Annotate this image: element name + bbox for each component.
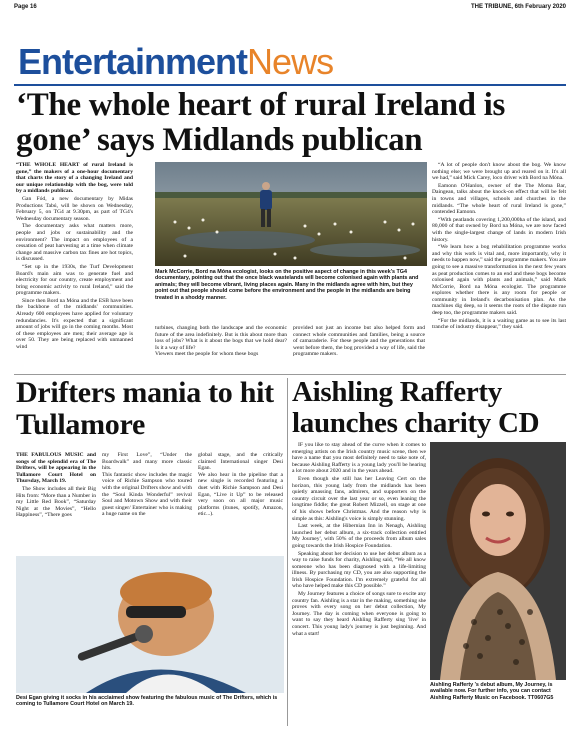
story2-lead: THE FABULOUS MUSIC and songs of the splendid era of The Drifters, will be appearing in the Tullamore Court Hotel on Thursday, March 19. bbox=[16, 452, 96, 485]
story1-column-2: turbines, changing both the landscape and the economic future of the area indefinitely. But is this about more than loss of jobs? What is it about the bogs that we hold dear? Is it a way of life? Viewers meet the people for whom these bogs bbox=[155, 325, 287, 358]
story1-column-1 bbox=[16, 162, 133, 352]
story3-paragraph: Speaking about her decision to use her debut album as a way to raise funds for charity, Aishling said, “We all know someone who has been diagnosed with a life-limiting illness. By purchasing my CD, you are also supporting the Irish Hospice Foundation. I'm extremely grateful for all who have helped make this CD possible.” bbox=[292, 550, 426, 590]
story1-paragraph: Gan Fód, a new documentary by Midas Productions Tabú, will be shown on Wednesday, February 5, on TG4 at 9.30pm, as part of TG4's Wednesday documentary season. bbox=[16, 195, 133, 222]
newspaper-dateline: THE TRIBUNE, 6th February 2020 bbox=[470, 4, 566, 10]
story3-headline: Aishling Rafferty launches charity CD bbox=[292, 376, 540, 439]
story3-column bbox=[292, 442, 426, 638]
story3-photo-caption: Aishling Rafferty 's debut album, My Journey, is available now. For further info, you can contact Aishling Rafferty Music on Facebook. TT0607G5 bbox=[430, 682, 554, 701]
story1-photo-caption: Mark McCorrie, Bord na Móna ecologist, looks on the positive aspect of change in this week's TG4 documentary, pointing out that the once black wastelands will become colonised again with plants and animals; they will become vibrant, living places again. Many in the midlands agree with him, but they point out that people should come before the environment and the people in the midlands are being treated in a shoddy manner. bbox=[155, 269, 419, 301]
story2-column-3: global stage, and the critically claimed International singer Desi Egan. We also hear in the pipeline that a new single is recorded featuring a duet with Richie Sampson and Desi Egan, “Live it Up” to be released very soon on all major music platforms (itunes, spotify, Amazon, etic...). bbox=[198, 452, 283, 518]
story3-paragraph: IF you like to stay ahead of the curve when it comes to emerging artists on the Irish country music scene, then we have a name that you most definitely need to take note of, because Aishling Rafferty is a young lady you'll be hearing a lot more about 2020 and in the years ahead. bbox=[292, 442, 426, 475]
story2-column-1 bbox=[16, 452, 96, 520]
story2-paragraph: The Show includes all their Big Hits from: “More than a Number in my Little Red Book”, “Saturday Night at the Movies”, “Hello Happiness”, “There goes bbox=[16, 485, 96, 519]
page-number: Page 16 bbox=[14, 4, 37, 10]
story1-lead: “THE WHOLE HEART of rural Ireland is gone,” the makers of a one-hour documentary that charts the story of a changing Ireland and our unique relationship with the bog, were told by a midlands publican. bbox=[16, 162, 133, 195]
masthead-part-1: Entertainment bbox=[18, 41, 248, 82]
story1-paragraph: “A lot of people don't know about the bog. We know nothing else; we were brought up and reared on it. It's all we had,” said Mick Carey, loco driver with Bord na Móna. bbox=[432, 162, 566, 182]
story1-headline: ‘The whole heart of rural Ireland is gone’ says Midlands publican bbox=[16, 87, 506, 158]
aishling-rafferty-photo bbox=[430, 442, 566, 680]
masthead-part-2: News bbox=[247, 41, 334, 82]
story1-paragraph: Since then Bord na Móna and the ESB have been the backbone of the midlands' communities. Already 600 employees have applied for voluntary redundancies. It's expected that a significant amount of jobs will go in the coming months. Most of these employees are men; their average age is over 50. They are being replaced with unmanned wind bbox=[16, 297, 133, 351]
story1-paragraph: “Set up in the 1930s, the Turf Development Board's main aim was to generate fuel and electricity for our country, create employment and bring economic activity to rural Ireland,” said the programme makers. bbox=[16, 263, 133, 297]
story1-paragraph: “With peatlands covering 1,200,000ha of the island, and 80,000 of that owned by Bord na Móna, we are now faced with the single-largest change of lands in modern Irish history. bbox=[432, 216, 566, 243]
story3-paragraph: My Journey features a choice of songs sure to excite any country fan. Aishling is a star in the making, something she proves with every song on her debut collection, My Journey. The day is coming when everyone is going to want to say they heard Aishling Rafferty sing 'live' in concert. This young lady's journey is just beginning. And what a start! bbox=[292, 591, 426, 637]
story3-paragraph: Even though she still has her Leaving Cert on the horizon, this young lady from the midlands has been quietly amassing fans, admirers, and supporters on the country circuit over the last year or so, even leaning the longtime fiddle; the great Robert Mizzell, on stage at one of his shows before Christmas. And the reason why is simple as this: Aishling's voice is simply stunning. bbox=[292, 475, 426, 522]
story1-column-3: provided not just an income but also helped form and connect whole communities and families, being a source of camaraderie. For these people and the generations that went before them, the bog provided a way of life, said the programme makers. bbox=[293, 325, 425, 358]
story3-paragraph: Last week, at the Hibernian Inn in Nenagh, Aishling launched her debut album, a six-track collection entitled My Journey', with 50% of the proceeds from album sales going towards the Irish Hospice Foundation. bbox=[292, 523, 426, 549]
column-divider bbox=[287, 378, 288, 726]
story1-paragraph: “For the midlands, it is a waiting game as to see its last tranche of industry disappear,” they said. bbox=[432, 317, 566, 331]
story2-photo-caption: Desi Egan giving it socks in his acclaimed show featuring the fabulous music of The Drifters, which is coming to Tullamore Court Hotel on March 19. bbox=[16, 695, 278, 708]
bog-landscape-photo bbox=[155, 162, 427, 266]
story2-headline: Drifters mania to hit Tullamore bbox=[16, 376, 274, 441]
story1-paragraph: The documentary asks what matters more, people and jobs or sustainability and the environment? The impact on employees of a cessation of peat harvesting at a time when climate change and massive carbon tax fines are hot topics, is discussed. bbox=[16, 223, 133, 263]
masthead-rule bbox=[14, 84, 566, 86]
section-divider bbox=[14, 374, 566, 375]
section-masthead bbox=[18, 41, 334, 82]
story1-paragraph: “We learn how a bog rehabilitation programme works and why this work is vital and, more importantly, why it needs to happen now,” said the programme makers. You are going to see a massive transformation in the next few years as peat production comes to an end and these bogs become colonised again with plants and animals,” said Mark McCorrie, Bord na Móna ecologist. The programme explores whether there is any room for people or community in Ireland's decarbonisation plan. As the machines dig deep, so it seems the roots of the dispute run deep too, the programme makers said. bbox=[432, 244, 566, 317]
singer-photo bbox=[16, 556, 284, 693]
story1-column-4 bbox=[432, 162, 566, 332]
story2-column-2: my First Love”, “Under the Boardwalk” and many more classic hits. This fantastic show includes the magic voice of Richie Sampson who toured with the original Drifters show and with the “Soul Kinda Wonderful” revival Soul and Motown Show and with their guest singer/ Entertainer who is making a huge name on the bbox=[102, 452, 192, 518]
story1-paragraph: Eamonn O'Hanlon, owner of the The Moma Bar, Daingean, talks about the knock-on effect that will be felt in towns and villages, schools and churches in the midlands. “The whole heart of rural Ireland is gone,” contended Eamonn. bbox=[432, 182, 566, 216]
